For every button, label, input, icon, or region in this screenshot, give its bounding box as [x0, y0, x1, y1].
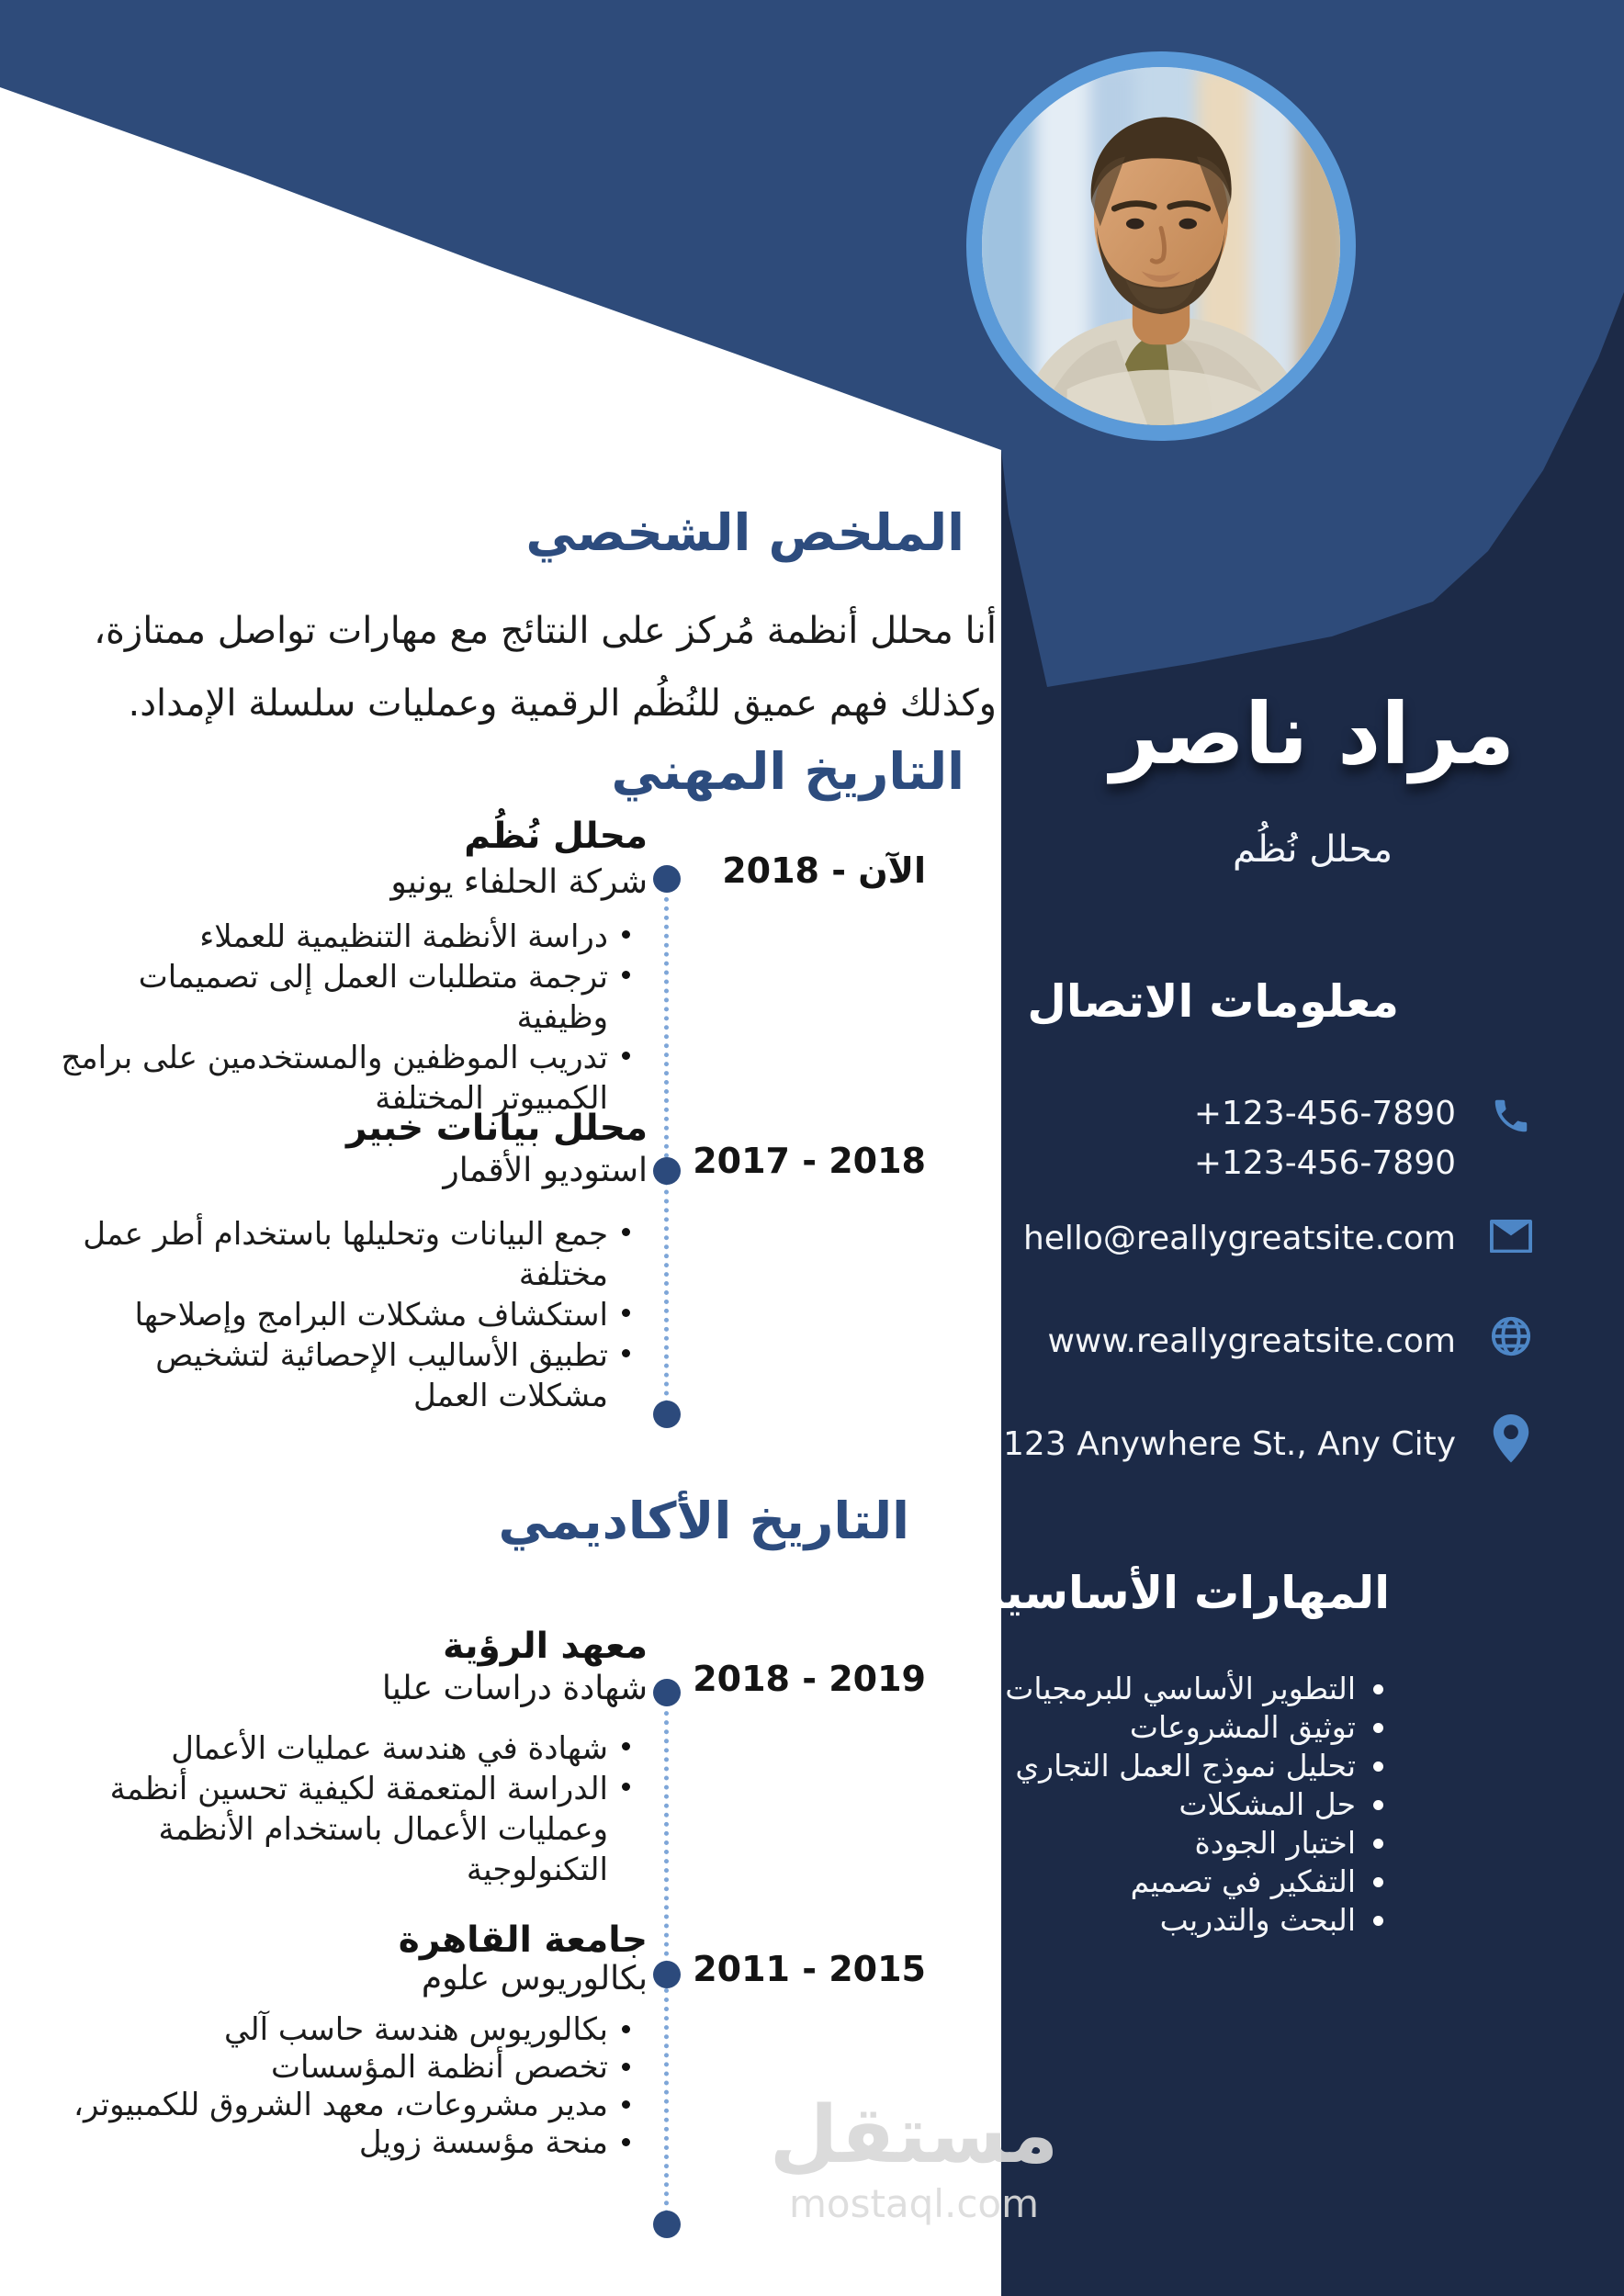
- phone-number-1: +123-456-7890: [1193, 1095, 1456, 1132]
- timeline-dot-school-2: [653, 1961, 681, 1988]
- job-duty: تدريب الموظفين والمستخدمين على برامج الكمبيوتر المختلفة: [55, 1038, 643, 1119]
- job-title: محلل نُظُم: [464, 816, 648, 857]
- timeline-dot-experience-end: [653, 1401, 681, 1428]
- globe-icon: [1490, 1315, 1532, 1357]
- watermark-domain-text: mostaql.com: [788, 2180, 1040, 2226]
- school-detail: بكالوريوس هندسة حاسب آلي: [55, 2011, 643, 2049]
- school-date-range: 2019 - 2018: [693, 1659, 926, 1699]
- skill-item: البحث والتدريب: [955, 1901, 1387, 1940]
- school-detail: الدراسة المتعمقة لكيفية تحسين أنظمة وعمليات الأعمال باستخدام الأنظمة التكنولوجية: [55, 1769, 643, 1890]
- school-details-list: [55, 2011, 643, 2162]
- timeline-dot-education-end: [653, 2211, 681, 2238]
- skill-item: توثيق المشروعات: [955, 1708, 1387, 1747]
- school-details-list: [55, 1728, 643, 1890]
- person-name: مراد ناصر: [1110, 685, 1516, 783]
- job-company: شركة الحلفاء يونيو: [390, 863, 648, 901]
- phone-numbers: [1194, 1089, 1456, 1188]
- skills-section-heading: المهارات الأساسية: [978, 1567, 1390, 1619]
- contact-section-heading: معلومات الاتصال: [1027, 975, 1399, 1028]
- timeline-dot-school-1: [653, 1679, 681, 1706]
- job-duty: ترجمة متطلبات العمل إلى تصميمات وظيفية: [55, 957, 643, 1038]
- skills-list: [955, 1670, 1387, 1940]
- location-icon: [1492, 1414, 1530, 1463]
- phone-number-2: +123-456-7890: [1193, 1144, 1456, 1182]
- skill-item: اختبار الجودة: [955, 1824, 1387, 1863]
- school-degree: شهادة دراسات عليا: [381, 1670, 648, 1707]
- school-detail: منحة مؤسسة زويل: [55, 2124, 643, 2162]
- timeline-dot-job-1: [653, 865, 681, 893]
- summary-section-heading: الملخص الشخصي: [525, 503, 964, 562]
- job-duty: تطبيق الأساليب الإحصائية لتشخيص مشكلات العمل: [55, 1335, 643, 1416]
- job-duty: استكشاف مشكلات البرامج وإصلاحها: [55, 1295, 643, 1335]
- street-address: 123 Anywhere St., Any City: [1003, 1425, 1456, 1463]
- education-timeline-line: [664, 1693, 669, 2224]
- email-address: hello@reallygreatsite.com: [1022, 1220, 1456, 1257]
- timeline-dot-job-2: [653, 1157, 681, 1185]
- skill-item: تحليل نموذج العمل التجاري: [955, 1747, 1387, 1785]
- school-name: معهد الرؤية: [443, 1626, 648, 1667]
- profile-photo: [966, 51, 1356, 441]
- experience-timeline-line: [664, 879, 669, 1414]
- watermark: [762, 2089, 1066, 2226]
- school-detail: مدير مشروعات، معهد الشروق للكمبيوتر،: [55, 2087, 643, 2124]
- skill-item: التفكير في تصميم: [955, 1863, 1387, 1901]
- job-duties-list: [55, 1214, 643, 1416]
- school-date-range: 2015 - 2011: [693, 1949, 926, 1989]
- watermark-logo-text: مستقل: [769, 2089, 1059, 2181]
- job-date-range: الآن - 2018: [722, 850, 926, 891]
- school-degree: بكالوريوس علوم: [421, 1960, 648, 1998]
- experience-section-heading: التاريخ المهني: [611, 742, 964, 801]
- summary-text: أنا محلل أنظمة مُركز على النتائج مع مهارات تواصل ممتازة، وكذلك فهم عميق للنُظُم الرقمية وعمليات سلسلة الإمداد.: [94, 610, 997, 725]
- skill-item: التطوير الأساسي للبرمجيات: [955, 1670, 1387, 1708]
- job-date-range: 2018 - 2017: [693, 1141, 926, 1181]
- skill-item: حل المشكلات: [955, 1785, 1387, 1824]
- man-portrait-illustration: [982, 67, 1340, 425]
- job-company: استوديو الأقمار: [443, 1152, 648, 1189]
- school-detail: تخصص أنظمة المؤسسات: [55, 2049, 643, 2087]
- mail-icon: [1490, 1220, 1532, 1253]
- person-job-title: محلل نُظُم: [1232, 828, 1393, 871]
- school-detail: شهادة في هندسة عمليات الأعمال: [55, 1728, 643, 1769]
- job-title: محلل بيانات خبير: [345, 1108, 648, 1149]
- job-duties-list: [55, 917, 643, 1119]
- school-name: جامعة القاهرة: [398, 1919, 648, 1961]
- job-duty: دراسة الأنظمة التنظيمية للعملاء: [55, 917, 643, 957]
- phone-icon: [1490, 1095, 1532, 1137]
- education-section-heading: التاريخ الأكاديمي: [498, 1491, 909, 1550]
- job-duty: جمع البيانات وتحليلها باستخدام أطر عمل مختلفة: [55, 1214, 643, 1295]
- website-url: www.reallygreatsite.com: [1047, 1322, 1456, 1360]
